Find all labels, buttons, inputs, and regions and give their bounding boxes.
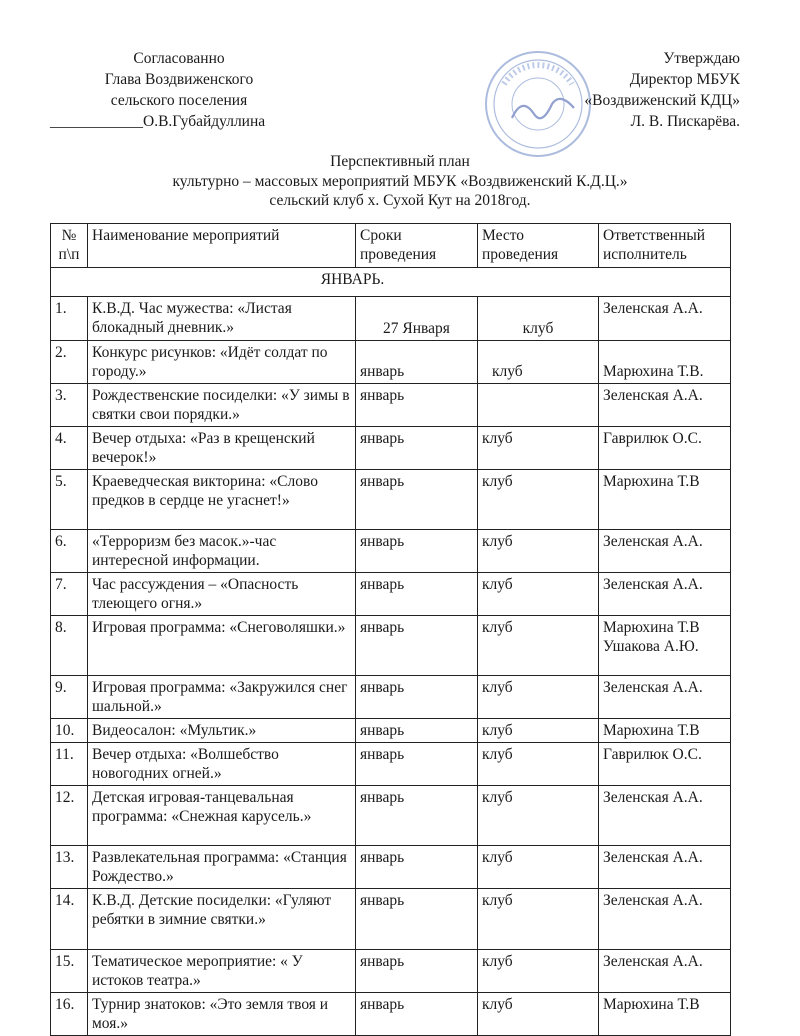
row-number: 11. [51, 743, 88, 786]
row-responsible: Марюхина Т.В [599, 719, 731, 743]
title-line1: Перспективный план [330, 153, 470, 170]
approval-left-line2: Глава Воздвиженского [104, 71, 254, 88]
row-responsible: Гаврилюк О.С. [599, 743, 731, 786]
row-date: 27 Января [356, 297, 478, 341]
table-row [51, 470, 731, 530]
row-responsible: Гаврилюк О.С. [599, 427, 731, 470]
row-responsible: Зеленская А.А. [599, 530, 731, 573]
row-responsible: Зеленская А.А. [599, 786, 731, 846]
month-label: ЯНВАРЬ. [320, 271, 385, 288]
row-place: клуб [478, 786, 599, 846]
table-row [51, 719, 731, 743]
row-place: клуб [478, 573, 599, 616]
row-event-name: Детская игровая-танцевальная программа: «Снежная карусель.» [88, 786, 356, 846]
header-num: № п\п [51, 224, 88, 268]
table-row [51, 950, 731, 993]
table-row [51, 573, 731, 616]
approval-right-line1: Утверждаю [663, 50, 740, 67]
row-responsible: Зеленская А.А. [599, 384, 731, 427]
row-place: клуб [478, 427, 599, 470]
row-number: 4. [51, 427, 88, 470]
row-date: январь [356, 950, 478, 993]
row-number: 12. [51, 786, 88, 846]
row-number: 3. [51, 384, 88, 427]
approval-left-line1: Согласованно [133, 50, 225, 67]
row-responsible: Зеленская А.А. [599, 889, 731, 950]
row-place: клуб [478, 719, 599, 743]
row-place: клуб [478, 341, 599, 384]
title-line2: культурно – массовых мероприятий МБУК «Воздвиженский К.Д.Ц.» [172, 172, 628, 190]
row-date: январь [356, 993, 478, 1036]
row-date: январь [356, 427, 478, 470]
row-number: 1. [51, 297, 88, 341]
row-event-name: К.В.Д. Детские посиделки: «Гуляют ребятки в зимние святки.» [88, 889, 356, 950]
row-responsible: Зеленская А.А. [599, 573, 731, 616]
row-responsible: Марюхина Т.В [599, 993, 731, 1036]
approval-right-line2: Директор МБУК [629, 71, 740, 88]
table-row [51, 786, 731, 846]
row-place: клуб [478, 889, 599, 950]
row-responsible: Зеленская А.А. [599, 846, 731, 889]
row-number: 7. [51, 573, 88, 616]
row-date: январь [356, 846, 478, 889]
month-row [51, 268, 731, 297]
row-place: клуб [478, 676, 599, 719]
row-event-name: Развлекательная программа: «Станция Рождество.» [88, 846, 356, 889]
approval-left-line3: сельского поселения [110, 92, 248, 109]
header-place: Место проведения [478, 224, 599, 268]
row-responsible: Марюхина Т.В. [599, 341, 731, 384]
table-row [51, 743, 731, 786]
row-event-name: Вечер отдыха: «Волшебство новогодних огней.» [88, 743, 356, 786]
row-responsible: Зеленская А.А. [599, 950, 731, 993]
header-resp: Ответственный исполнитель [599, 224, 731, 268]
row-number: 2. [51, 341, 88, 384]
table-row [51, 993, 731, 1036]
header-name: Наименование мероприятий [88, 224, 356, 268]
approval-left-signature: ____________О.В.Губайдуллина [50, 113, 266, 130]
table-row [51, 616, 731, 676]
row-date: январь [356, 616, 478, 676]
row-place: клуб [478, 530, 599, 573]
row-place: клуб [478, 950, 599, 993]
row-event-name: Час рассуждения – «Опасность тлеющего огня.» [88, 573, 356, 616]
table-row [51, 427, 731, 470]
row-event-name: К.В.Д. Час мужества: «Листая блокадный дневник.» [88, 297, 356, 341]
row-place [478, 384, 599, 427]
approval-block-left [44, 48, 314, 132]
row-date: январь [356, 676, 478, 719]
row-place: клуб [478, 470, 599, 530]
row-event-name: Игровая программа: «Закружился снег шальной.» [88, 676, 356, 719]
row-date: январь [356, 719, 478, 743]
row-date: январь [356, 530, 478, 573]
row-place: клуб [478, 846, 599, 889]
row-date: январь [356, 786, 478, 846]
row-event-name: Турнир знатоков: «Это земля твоя и моя.» [88, 993, 356, 1036]
header-date: Сроки проведения [356, 224, 478, 268]
row-responsible: Зеленская А.А. [599, 676, 731, 719]
table-row [51, 889, 731, 950]
table-row [51, 676, 731, 719]
row-number: 9. [51, 676, 88, 719]
approval-block-right [490, 48, 740, 132]
table-row [51, 846, 731, 889]
row-date: январь [356, 341, 478, 384]
row-responsible: Марюхина Т.В Ушакова А.Ю. [599, 616, 731, 676]
row-event-name: Вечер отдыха: «Раз в крещенский вечерок!» [88, 427, 356, 470]
row-place: клуб [478, 993, 599, 1036]
table-header-row [51, 224, 731, 268]
row-event-name: Краеведческая викторина: «Слово предков в сердце не угаснет!» [88, 470, 356, 530]
row-number: 10. [51, 719, 88, 743]
title-line3: сельский клуб х. Сухой Кут на 2018год. [269, 192, 531, 209]
table-row [51, 297, 731, 341]
events-plan-table [50, 223, 731, 1036]
row-responsible: Марюхина Т.В [599, 470, 731, 530]
table-row [51, 384, 731, 427]
row-date: январь [356, 889, 478, 950]
approval-right-line3: «Воздвиженский КДЦ» [584, 92, 740, 109]
row-place: клуб [478, 743, 599, 786]
row-number: 5. [51, 470, 88, 530]
row-event-name: Тематическое мероприятие: « У истоков театра.» [88, 950, 356, 993]
row-number: 16. [51, 993, 88, 1036]
row-place: клуб [478, 616, 599, 676]
row-number: 6. [51, 530, 88, 573]
row-event-name: «Терроризм без масок.»-час интересной информации. [88, 530, 356, 573]
table-row [51, 530, 731, 573]
document-title [60, 152, 740, 211]
row-date: январь [356, 743, 478, 786]
row-date: январь [356, 573, 478, 616]
row-event-name: Рождественские посиделки: «У зимы в святки свои порядки.» [88, 384, 356, 427]
table-row [51, 341, 731, 384]
row-number: 8. [51, 616, 88, 676]
row-number: 15. [51, 950, 88, 993]
table-body [51, 297, 731, 1036]
row-date: январь [356, 384, 478, 427]
row-event-name: Игровая программа: «Снеговоляшки.» [88, 616, 356, 676]
row-event-name: Конкурс рисунков: «Идёт солдат по городу.» [88, 341, 356, 384]
row-number: 14. [51, 889, 88, 950]
row-event-name: Видеосалон: «Мультик.» [88, 719, 356, 743]
row-place: клуб [478, 297, 599, 341]
approval-right-signature: Л. В. Пискарёва. [630, 113, 740, 130]
row-responsible: Зеленская А.А. [599, 297, 731, 341]
row-date: январь [356, 470, 478, 530]
row-number: 13. [51, 846, 88, 889]
